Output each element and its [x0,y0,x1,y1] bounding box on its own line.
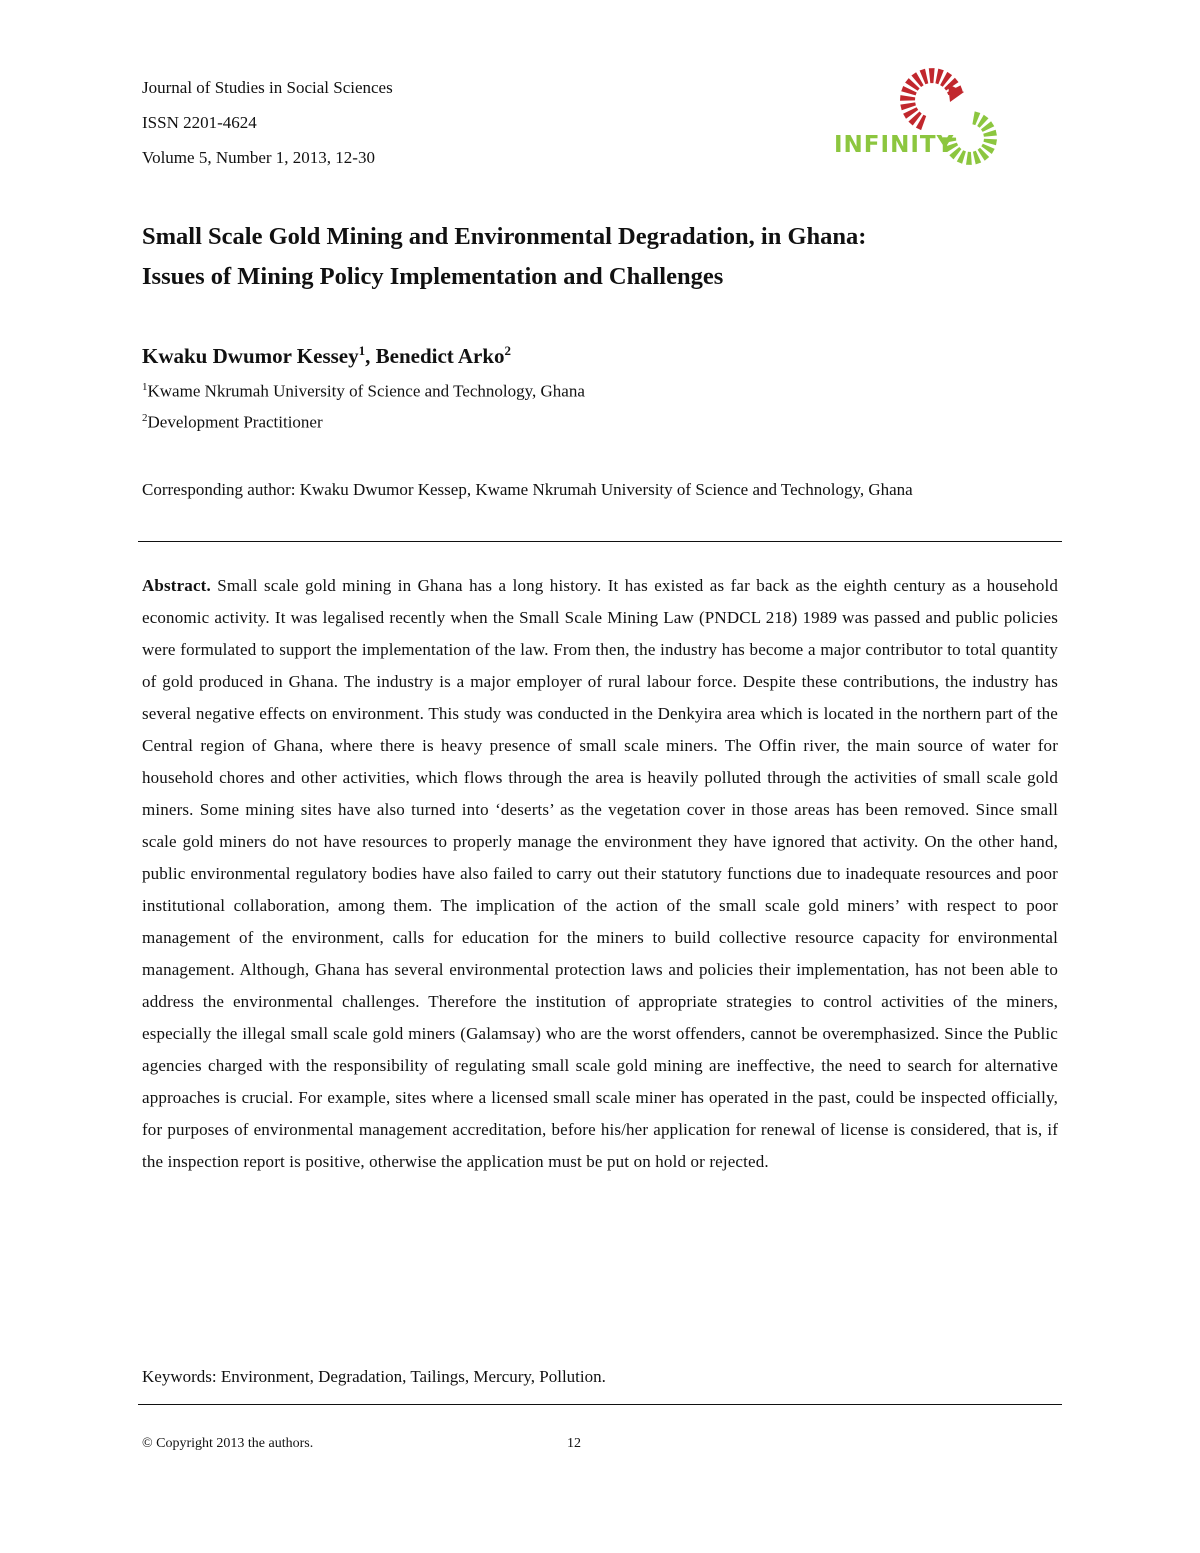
affiliation-mark: 2 [142,412,148,424]
corresponding-author: Corresponding author: Kwaku Dwumor Kessep, Kwame Nkrumah University of Science and Technology, Ghana [142,480,913,499]
author-name: Benedict Arko [375,344,505,368]
author-affiliation-mark: 2 [504,343,512,358]
logo-segment [984,139,998,145]
author-name: Kwaku Dwumor Kessey [142,344,359,368]
abstract-label: Abstract. [142,576,211,595]
infinity-logo [830,62,1010,172]
paper-title [142,217,1072,297]
affiliation-mark: 1 [142,381,148,393]
keywords: Keywords: Environment, Degradation, Tailings, Mercury, Pollution. [142,1367,606,1386]
abstract [142,570,1058,1178]
author-list [142,343,511,369]
issn: ISSN 2201-4624 [142,113,257,132]
journal-name: Journal of Studies in Social Sciences [142,78,393,97]
divider [138,1404,1062,1405]
logo-segment [983,130,997,137]
abstract-text: Small scale gold mining in Ghana has a long history. It has existed as far back as the eighth century as a household economic activity. It was legalised recently when the Small Scale Mining Law (PNDCL 218) 1989 was passed and public policies were formulated to support the implementation of the law. From then, the industry has become a major contributor to total quantity of gold produced in Ghana. The industry is a major employer of rural labour force. Despite these contributions, the industry has several negative effects on environment. This study was conducted in the Denkyira area which is located in the northern part of the Central region of Ghana, where there is heavy presence of small scale miners. The Offin river, the main source of water for household chores and other activities, which flows through the area is heavily polluted through the activities of small scale gold miners. Some mining sites have also turned into ‘deserts’ as the vegetation cover in those areas has been removed. Since small scale gold miners do not have resources to properly manage the environment they have ignored that activity. On the other hand, public environmental regulatory bodies have also failed to carry out their statutory functions due to inadequate resources and poor institutional collaboration, among them. The implication of the action of the small scale gold miners’ with respect to poor management of the environment, calls for education for the miners to build collective resource capacity for environmental management. Although, Ghana has several environmental protection laws and policies their implementation, has not been able to address the environmental challenges. Therefore the institution of appropriate strategies to control activities of the miners, especially the illegal small scale gold miners (Galamsay) who are the worst offenders, cannot be overemphasized. Since the Public agencies charged with the responsibility of regulating small scale gold mining are ineffective, the need to search for alternative approaches is crucial. For example, sites where a licensed small scale miner has operated in the past, could be inspected officially, for purposes of environmental management accreditation, before his/her application for renewal of license is considered, that is, if the inspection report is positive, otherwise the application must be put on hold or rejected. [142,576,1058,1171]
title-line-2: Issues of Mining Policy Implementation and Challenges [142,263,724,290]
affiliation-1 [142,381,585,402]
divider [138,541,1062,542]
volume-info: Volume 5, Number 1, 2013, 12-30 [142,148,375,167]
affiliation-2 [142,412,323,433]
affiliation-text: Kwame Nkrumah University of Science and Technology, Ghana [147,381,585,401]
copyright-notice: © Copyright 2013 the authors. [142,1436,314,1451]
author-separator: , [365,344,376,368]
title-line-1: Small Scale Gold Mining and Environmental Degradation, in Ghana: [142,223,867,250]
affiliation-text: Development Practitioner [147,412,323,432]
logo-segment [929,68,935,83]
author-affiliation-mark: 1 [358,343,366,358]
page-number: 12 [567,1436,581,1451]
logo-segment [900,95,915,101]
journal-header [142,70,393,175]
logo-text: INFINITY [834,132,955,158]
logo-segment [966,152,972,165]
